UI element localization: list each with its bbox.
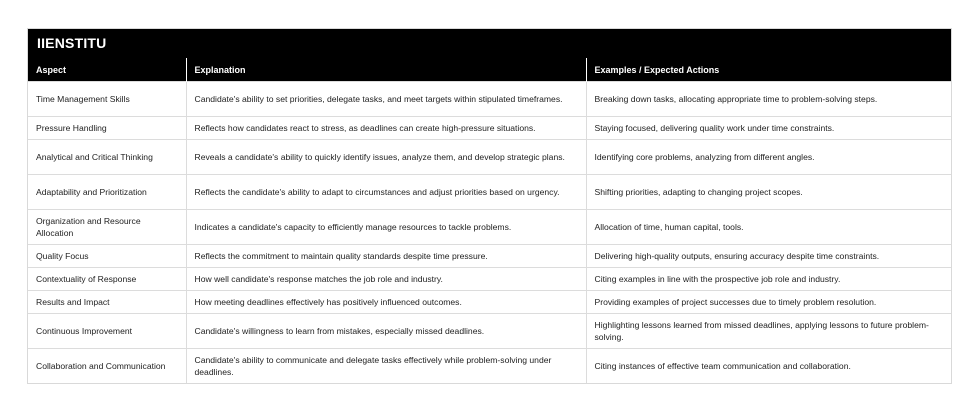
cell-aspect: Organization and Resource Allocation bbox=[28, 210, 186, 245]
cell-aspect: Collaboration and Communication bbox=[28, 349, 186, 384]
cell-aspect: Results and Impact bbox=[28, 291, 186, 314]
cell-examples: Highlighting lessons learned from missed deadlines, applying lessons to future problem-solving. bbox=[586, 314, 951, 349]
header-row bbox=[28, 58, 951, 82]
table-row bbox=[28, 140, 951, 175]
table-row bbox=[28, 175, 951, 210]
column-header-explanation: Explanation bbox=[186, 58, 586, 82]
cell-aspect: Quality Focus bbox=[28, 245, 186, 268]
cell-examples: Citing instances of effective team communication and collaboration. bbox=[586, 349, 951, 384]
column-header-aspect: Aspect bbox=[28, 58, 186, 82]
table-row bbox=[28, 117, 951, 140]
cell-examples: Allocation of time, human capital, tools. bbox=[586, 210, 951, 245]
cell-aspect: Adaptability and Prioritization bbox=[28, 175, 186, 210]
cell-examples: Staying focused, delivering quality work under time constraints. bbox=[586, 117, 951, 140]
cell-explanation: Reflects the candidate's ability to adapt to circumstances and adjust priorities based on urgency. bbox=[186, 175, 586, 210]
cell-aspect: Contextuality of Response bbox=[28, 268, 186, 291]
cell-aspect: Pressure Handling bbox=[28, 117, 186, 140]
table-row bbox=[28, 210, 951, 245]
cell-aspect: Analytical and Critical Thinking bbox=[28, 140, 186, 175]
cell-explanation: Indicates a candidate's capacity to efficiently manage resources to tackle problems. bbox=[186, 210, 586, 245]
cell-explanation: Candidate's ability to communicate and delegate tasks effectively while problem-solving under deadlines. bbox=[186, 349, 586, 384]
table-row bbox=[28, 82, 951, 117]
cell-explanation: Candidate's willingness to learn from mistakes, especially missed deadlines. bbox=[186, 314, 586, 349]
cell-examples: Providing examples of project successes due to timely problem resolution. bbox=[586, 291, 951, 314]
cell-aspect: Time Management Skills bbox=[28, 82, 186, 117]
table-row bbox=[28, 245, 951, 268]
aspects-table bbox=[28, 58, 951, 383]
cell-explanation: How well candidate's response matches the job role and industry. bbox=[186, 268, 586, 291]
cell-examples: Shifting priorities, adapting to changing project scopes. bbox=[586, 175, 951, 210]
cell-examples: Identifying core problems, analyzing from different angles. bbox=[586, 140, 951, 175]
cell-explanation: Candidate's ability to set priorities, delegate tasks, and meet targets within stipulated timeframes. bbox=[186, 82, 586, 117]
cell-explanation: Reflects the commitment to maintain quality standards despite time pressure. bbox=[186, 245, 586, 268]
cell-examples: Breaking down tasks, allocating appropriate time to problem-solving steps. bbox=[586, 82, 951, 117]
cell-explanation: How meeting deadlines effectively has positively influenced outcomes. bbox=[186, 291, 586, 314]
cell-aspect: Continuous Improvement bbox=[28, 314, 186, 349]
brand-title: IIENSTITU bbox=[28, 29, 951, 58]
content-table-card bbox=[27, 28, 952, 384]
column-header-examples: Examples / Expected Actions bbox=[586, 58, 951, 82]
table-row bbox=[28, 349, 951, 384]
cell-explanation: Reflects how candidates react to stress, as deadlines can create high-pressure situations. bbox=[186, 117, 586, 140]
table-row bbox=[28, 268, 951, 291]
cell-explanation: Reveals a candidate's ability to quickly identify issues, analyze them, and develop strategic plans. bbox=[186, 140, 586, 175]
cell-examples: Delivering high-quality outputs, ensuring accuracy despite time constraints. bbox=[586, 245, 951, 268]
table-row bbox=[28, 291, 951, 314]
table-row bbox=[28, 314, 951, 349]
cell-examples: Citing examples in line with the prospective job role and industry. bbox=[586, 268, 951, 291]
